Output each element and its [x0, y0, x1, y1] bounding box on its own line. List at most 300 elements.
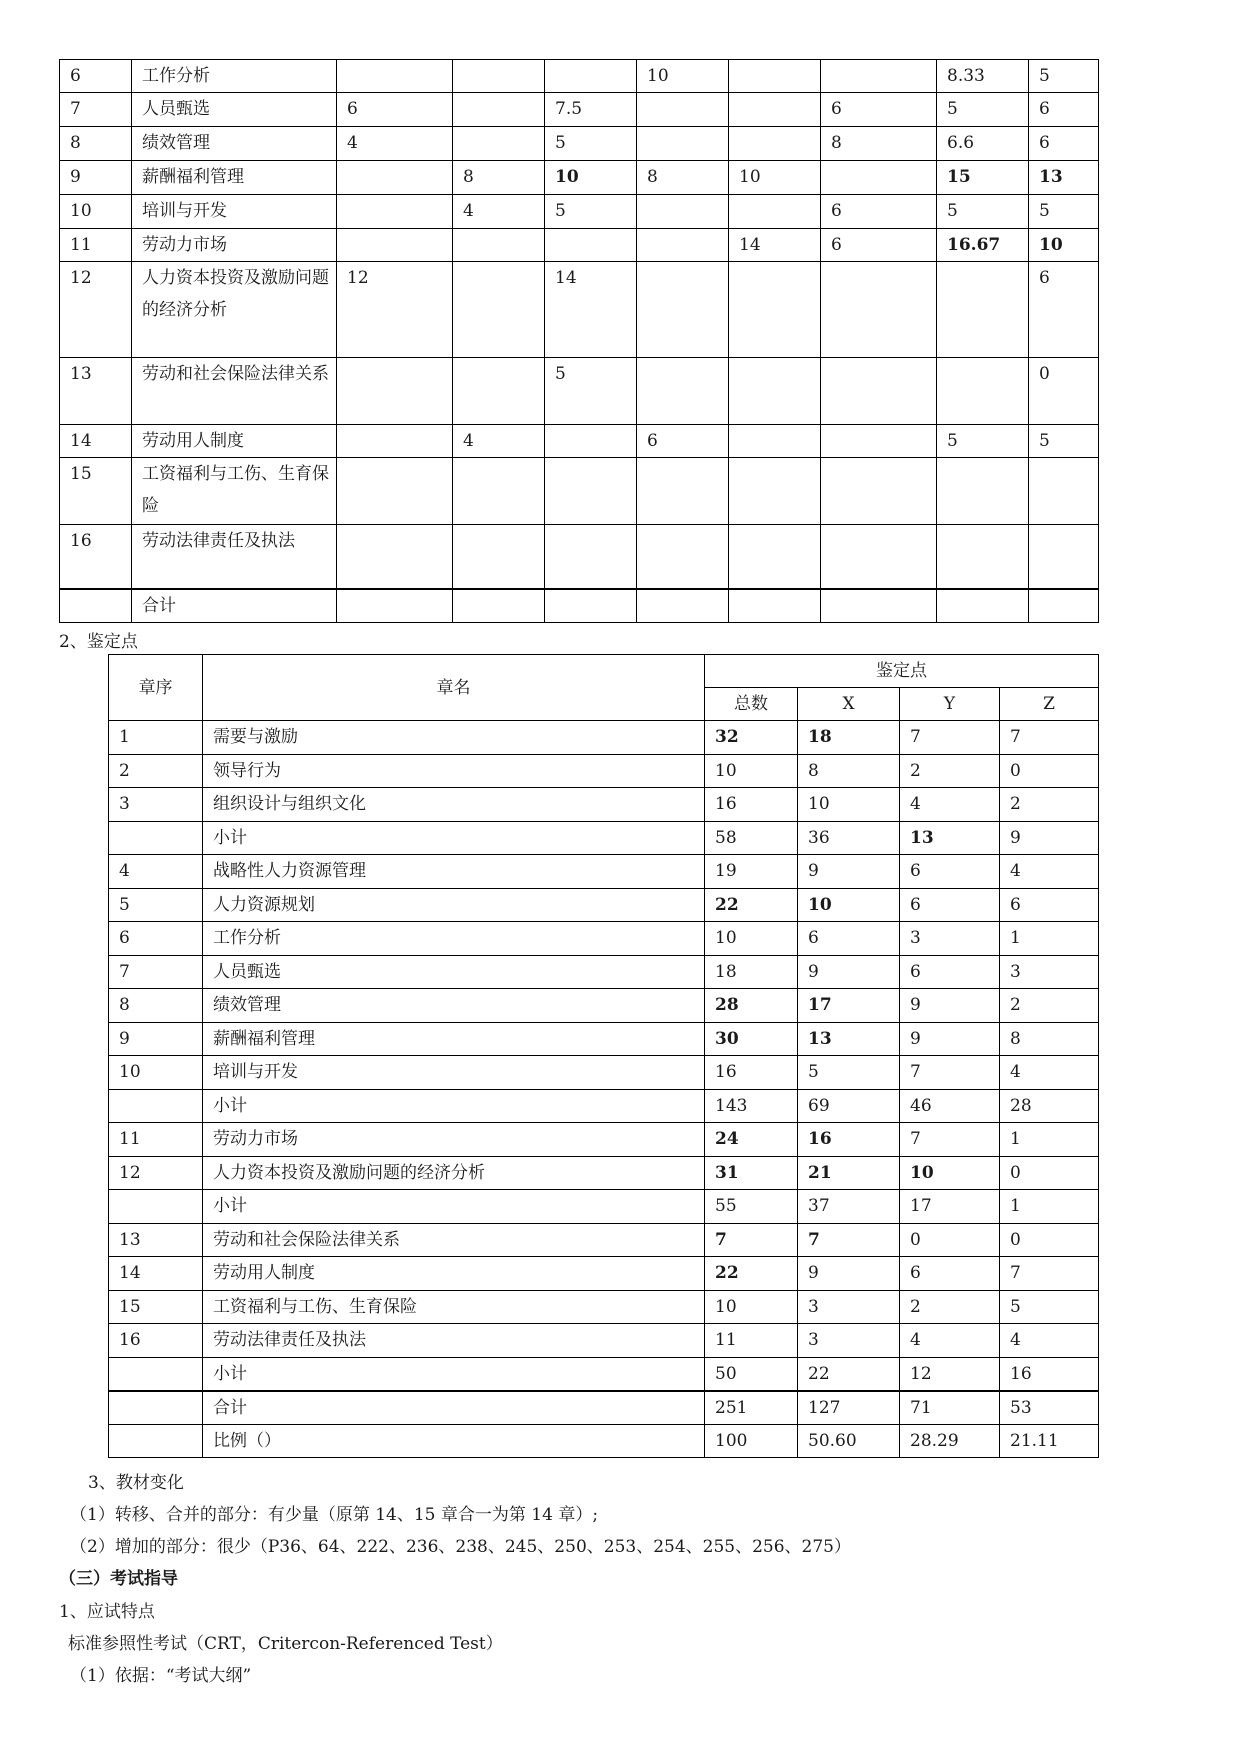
table-cell: 28 — [1000, 1089, 1099, 1123]
header-chapter-order: 章序 — [109, 655, 203, 721]
table-cell: 6 — [337, 93, 453, 127]
table-cell: 9 — [900, 1022, 1000, 1056]
appraisal-points-table — [108, 654, 1099, 1458]
table-cell: 2 — [109, 754, 203, 788]
table-cell: 71 — [900, 1391, 1000, 1425]
table-cell — [729, 358, 821, 425]
table-cell: 6 — [1029, 93, 1099, 127]
header-y: Y — [900, 688, 1000, 721]
table-cell: 10 — [705, 922, 798, 956]
table-row — [109, 1123, 1099, 1157]
table-cell — [637, 127, 729, 161]
table-row — [109, 888, 1099, 922]
table-cell: 36 — [798, 821, 900, 855]
table-cell — [937, 358, 1029, 425]
table-cell: 合计 — [132, 589, 337, 623]
table-cell — [729, 195, 821, 229]
table-cell: 53 — [1000, 1391, 1099, 1425]
exam-basis: （1）依据：“考试大纲” — [70, 1666, 252, 1686]
table-cell: 领导行为 — [203, 754, 705, 788]
table-cell: 16 — [1000, 1357, 1099, 1391]
table-row — [60, 229, 1099, 262]
table-cell: 人力资本投资及激励问题的经济分析 — [132, 262, 337, 358]
table-cell: 31 — [705, 1156, 798, 1190]
table-cell: 5 — [937, 93, 1029, 127]
table-cell: 9 — [109, 1022, 203, 1056]
table-cell: 16 — [798, 1123, 900, 1157]
table-cell — [337, 358, 453, 425]
table-cell — [453, 229, 545, 262]
table-row — [60, 93, 1099, 127]
table-cell: 22 — [705, 1257, 798, 1291]
table-cell: 13 — [109, 1223, 203, 1257]
table-cell: 18 — [798, 721, 900, 755]
table-cell: 24 — [705, 1123, 798, 1157]
table-cell — [729, 425, 821, 458]
table-cell: 100 — [705, 1424, 798, 1458]
table-cell — [109, 1357, 203, 1391]
table-cell: 工作分析 — [132, 60, 337, 93]
table-cell — [453, 525, 545, 589]
table-cell — [821, 358, 937, 425]
header-x: X — [798, 688, 900, 721]
table-cell: 绩效管理 — [132, 127, 337, 161]
table-cell: 小计 — [203, 1357, 705, 1391]
table-cell: 合计 — [203, 1391, 705, 1425]
table-cell: 工资福利与工伤、生育保险 — [203, 1290, 705, 1324]
table-cell — [337, 458, 453, 525]
table-cell: 2 — [900, 1290, 1000, 1324]
table-cell: 7 — [1000, 721, 1099, 755]
table-cell: 12 — [109, 1156, 203, 1190]
table-cell: 劳动和社会保险法律关系 — [132, 358, 337, 425]
table-cell: 50.60 — [798, 1424, 900, 1458]
table-cell: 14 — [109, 1257, 203, 1291]
table-cell: 69 — [798, 1089, 900, 1123]
header-appraisal-points: 鉴定点 — [705, 655, 1099, 688]
table-cell — [337, 589, 453, 623]
table-cell: 10 — [545, 161, 637, 195]
table-cell — [337, 229, 453, 262]
table-cell: 4 — [900, 1324, 1000, 1358]
header-total: 总数 — [705, 688, 798, 721]
table-row — [109, 721, 1099, 755]
table-cell: 人力资源规划 — [203, 888, 705, 922]
table-cell: 人员甄选 — [132, 93, 337, 127]
table-cell: 10 — [798, 788, 900, 822]
table-cell: 3 — [1000, 955, 1099, 989]
table-row — [109, 1257, 1099, 1291]
table-cell: 0 — [1029, 358, 1099, 425]
table-row — [60, 425, 1099, 458]
table-cell: 14 — [545, 262, 637, 358]
table-cell: 0 — [1000, 1156, 1099, 1190]
table-cell — [729, 525, 821, 589]
table-cell: 劳动用人制度 — [132, 425, 337, 458]
table-cell — [453, 60, 545, 93]
table-cell: 4 — [1000, 855, 1099, 889]
table-row — [60, 358, 1099, 425]
table-cell: 55 — [705, 1190, 798, 1224]
table-cell: 5 — [1029, 425, 1099, 458]
table-cell: 10 — [705, 1290, 798, 1324]
table-row — [109, 821, 1099, 855]
table-cell: 5 — [1029, 195, 1099, 229]
table-cell — [109, 1089, 203, 1123]
table-cell: 21.11 — [1000, 1424, 1099, 1458]
table-row — [109, 1190, 1099, 1224]
table-cell — [937, 262, 1029, 358]
table-cell: 绩效管理 — [203, 989, 705, 1023]
table-cell — [637, 93, 729, 127]
table-cell: 4 — [453, 425, 545, 458]
table-cell: 4 — [453, 195, 545, 229]
table-cell: 16 — [109, 1324, 203, 1358]
table-cell: 7 — [705, 1223, 798, 1257]
table-cell — [545, 525, 637, 589]
table-cell: 小计 — [203, 1190, 705, 1224]
table-cell — [729, 127, 821, 161]
table-cell — [60, 589, 132, 623]
table-cell: 22 — [705, 888, 798, 922]
table-cell: 5 — [545, 358, 637, 425]
table-cell — [545, 425, 637, 458]
table-row — [109, 788, 1099, 822]
table-cell: 6 — [900, 955, 1000, 989]
table-row — [109, 1156, 1099, 1190]
table-cell: 1 — [1000, 1123, 1099, 1157]
table-cell: 12 — [900, 1357, 1000, 1391]
table-row — [60, 60, 1099, 93]
table-row — [60, 589, 1099, 623]
table-cell: 7 — [60, 93, 132, 127]
table-cell: 9 — [798, 855, 900, 889]
table-cell: 11 — [109, 1123, 203, 1157]
table-cell: 16 — [60, 525, 132, 589]
textbook-change-item-2: （2）增加的部分：很少（P36、64、222、236、238、245、250、253、254、255、256、275） — [70, 1537, 851, 1557]
table-cell: 8 — [1000, 1022, 1099, 1056]
table-cell — [109, 1391, 203, 1425]
table-cell — [637, 358, 729, 425]
table-cell — [821, 589, 937, 623]
table-cell: 13 — [900, 821, 1000, 855]
table-cell — [453, 262, 545, 358]
table-cell — [337, 425, 453, 458]
table-cell: 工资福利与工伤、生育保险 — [132, 458, 337, 525]
table-cell: 28 — [705, 989, 798, 1023]
table-cell — [1029, 589, 1099, 623]
table-cell: 薪酬福利管理 — [132, 161, 337, 195]
table-cell — [453, 127, 545, 161]
table-cell — [821, 525, 937, 589]
table-cell: 5 — [798, 1056, 900, 1090]
table-cell: 15 — [109, 1290, 203, 1324]
table-cell: 9 — [1000, 821, 1099, 855]
table-cell: 14 — [729, 229, 821, 262]
table-cell: 15 — [60, 458, 132, 525]
table-row — [109, 1022, 1099, 1056]
table-cell: 2 — [1000, 989, 1099, 1023]
table-cell: 培训与开发 — [203, 1056, 705, 1090]
table-cell: 8 — [798, 754, 900, 788]
table-cell — [729, 60, 821, 93]
table-cell: 组织设计与组织文化 — [203, 788, 705, 822]
table-cell: 9 — [798, 955, 900, 989]
table-cell — [637, 525, 729, 589]
table-cell — [1029, 525, 1099, 589]
table-cell: 21 — [798, 1156, 900, 1190]
table-row — [109, 955, 1099, 989]
table-cell: 28.29 — [900, 1424, 1000, 1458]
table-cell — [821, 60, 937, 93]
table-cell: 58 — [705, 821, 798, 855]
table-row — [109, 1391, 1099, 1425]
table-cell: 7 — [900, 721, 1000, 755]
table-cell: 7 — [900, 1123, 1000, 1157]
table-cell: 16 — [705, 788, 798, 822]
table-cell: 比例（） — [203, 1424, 705, 1458]
table-cell: 8.33 — [937, 60, 1029, 93]
table-cell: 8 — [821, 127, 937, 161]
table-cell: 10 — [798, 888, 900, 922]
table-cell: 13 — [1029, 161, 1099, 195]
table-cell: 46 — [900, 1089, 1000, 1123]
table-cell: 10 — [705, 754, 798, 788]
table-cell: 3 — [798, 1324, 900, 1358]
table-cell — [337, 161, 453, 195]
table-cell — [545, 229, 637, 262]
table-cell: 6 — [798, 922, 900, 956]
table-cell — [937, 525, 1029, 589]
table-cell — [1029, 458, 1099, 525]
table-row — [109, 1424, 1099, 1458]
table-cell: 22 — [798, 1357, 900, 1391]
table-cell: 人力资本投资及激励问题的经济分析 — [203, 1156, 705, 1190]
table-row — [109, 922, 1099, 956]
table-cell — [453, 358, 545, 425]
table-cell: 5 — [109, 888, 203, 922]
table-cell: 5 — [545, 127, 637, 161]
header-chapter-name: 章名 — [203, 655, 705, 721]
table-cell: 4 — [1000, 1056, 1099, 1090]
table-cell: 小计 — [203, 1089, 705, 1123]
table-cell: 12 — [337, 262, 453, 358]
exam-guidance-title: （三）考试指导 — [59, 1569, 178, 1589]
table-cell — [637, 262, 729, 358]
table-cell: 5 — [937, 425, 1029, 458]
score-distribution-body — [60, 60, 1099, 623]
table-cell: 127 — [798, 1391, 900, 1425]
table-cell: 8 — [60, 127, 132, 161]
table-cell: 6 — [900, 1257, 1000, 1291]
table-cell: 6 — [109, 922, 203, 956]
table-cell: 1 — [1000, 1190, 1099, 1224]
table-cell — [453, 93, 545, 127]
table-cell — [821, 425, 937, 458]
table-cell — [337, 525, 453, 589]
table-cell: 战略性人力资源管理 — [203, 855, 705, 889]
table-cell: 6 — [821, 229, 937, 262]
table-row — [109, 1056, 1099, 1090]
table-row — [109, 1290, 1099, 1324]
table-cell: 4 — [1000, 1324, 1099, 1358]
table-cell: 17 — [900, 1190, 1000, 1224]
table-cell: 11 — [705, 1324, 798, 1358]
table-cell: 劳动法律责任及执法 — [132, 525, 337, 589]
table-cell — [729, 93, 821, 127]
table-cell: 10 — [637, 60, 729, 93]
table-cell: 培训与开发 — [132, 195, 337, 229]
table-cell: 6 — [821, 195, 937, 229]
textbook-change-item-1: （1）转移、合并的部分：有少量（原第 14、15 章合一为第 14 章）; — [70, 1505, 599, 1525]
table-cell: 小计 — [203, 821, 705, 855]
table-cell: 劳动用人制度 — [203, 1257, 705, 1291]
table-cell — [729, 589, 821, 623]
table-row — [109, 1324, 1099, 1358]
table-cell: 3 — [900, 922, 1000, 956]
table-cell: 劳动力市场 — [203, 1123, 705, 1157]
table-cell — [821, 458, 937, 525]
table-row — [109, 1223, 1099, 1257]
exam-features-heading: 1、应试特点 — [59, 1602, 155, 1622]
table-row — [109, 1089, 1099, 1123]
table-cell: 劳动和社会保险法律关系 — [203, 1223, 705, 1257]
table-row — [60, 458, 1099, 525]
table-cell: 10 — [900, 1156, 1000, 1190]
table-cell — [637, 458, 729, 525]
table-cell: 10 — [729, 161, 821, 195]
table-cell: 6.6 — [937, 127, 1029, 161]
table-cell: 6 — [1029, 127, 1099, 161]
table-cell: 7 — [1000, 1257, 1099, 1291]
table-cell — [109, 1190, 203, 1224]
table-row — [109, 754, 1099, 788]
table-cell — [545, 60, 637, 93]
table-cell — [821, 262, 937, 358]
table-cell — [337, 195, 453, 229]
table-cell: 10 — [1029, 229, 1099, 262]
table-cell: 6 — [1029, 262, 1099, 358]
table-cell — [337, 60, 453, 93]
table-cell: 18 — [705, 955, 798, 989]
table-row — [60, 127, 1099, 161]
table-cell: 7 — [900, 1056, 1000, 1090]
table-row — [60, 262, 1099, 358]
table-cell: 13 — [60, 358, 132, 425]
table-cell: 143 — [705, 1089, 798, 1123]
table-row — [109, 855, 1099, 889]
table-cell — [637, 195, 729, 229]
table-cell: 7.5 — [545, 93, 637, 127]
table-cell: 11 — [60, 229, 132, 262]
table-cell: 劳动力市场 — [132, 229, 337, 262]
table-cell: 5 — [937, 195, 1029, 229]
table-cell: 14 — [60, 425, 132, 458]
table-cell: 0 — [900, 1223, 1000, 1257]
table-cell: 1 — [109, 721, 203, 755]
table-cell: 12 — [60, 262, 132, 358]
appraisal-points-body — [109, 721, 1099, 1458]
table-cell: 6 — [900, 855, 1000, 889]
table-cell: 3 — [109, 788, 203, 822]
table-cell: 8 — [109, 989, 203, 1023]
table-cell: 0 — [1000, 754, 1099, 788]
table-cell: 7 — [109, 955, 203, 989]
table-cell: 10 — [109, 1056, 203, 1090]
table-cell: 薪酬福利管理 — [203, 1022, 705, 1056]
table-cell — [821, 161, 937, 195]
table-cell: 8 — [637, 161, 729, 195]
table-cell — [729, 262, 821, 358]
table-cell: 6 — [900, 888, 1000, 922]
table-cell: 0 — [1000, 1223, 1099, 1257]
header-z: Z — [1000, 688, 1099, 721]
table-cell: 需要与激励 — [203, 721, 705, 755]
table-row — [60, 195, 1099, 229]
table-cell: 3 — [798, 1290, 900, 1324]
table-cell: 13 — [798, 1022, 900, 1056]
table-cell — [109, 821, 203, 855]
table-cell — [637, 229, 729, 262]
table-cell — [937, 458, 1029, 525]
table-cell: 16.67 — [937, 229, 1029, 262]
table-cell: 19 — [705, 855, 798, 889]
table-cell — [453, 589, 545, 623]
table-row — [109, 1357, 1099, 1391]
section-textbook-changes-title: 3、教材变化 — [88, 1473, 184, 1493]
table-cell: 30 — [705, 1022, 798, 1056]
table-cell: 6 — [821, 93, 937, 127]
table-cell: 9 — [798, 1257, 900, 1291]
table-cell — [937, 589, 1029, 623]
score-distribution-table — [59, 59, 1099, 623]
table-cell: 2 — [900, 754, 1000, 788]
table-cell: 10 — [60, 195, 132, 229]
table-cell: 9 — [60, 161, 132, 195]
table-cell: 37 — [798, 1190, 900, 1224]
table-cell: 32 — [705, 721, 798, 755]
table-cell: 1 — [1000, 922, 1099, 956]
table-row — [60, 161, 1099, 195]
table-cell: 7 — [798, 1223, 900, 1257]
table-cell: 251 — [705, 1391, 798, 1425]
table-cell: 16 — [705, 1056, 798, 1090]
table-row — [109, 989, 1099, 1023]
table-cell — [545, 589, 637, 623]
table-cell — [545, 458, 637, 525]
table-cell: 6 — [60, 60, 132, 93]
table-cell: 5 — [1000, 1290, 1099, 1324]
table-cell: 8 — [453, 161, 545, 195]
table-cell: 工作分析 — [203, 922, 705, 956]
table-cell: 5 — [1029, 60, 1099, 93]
table-cell — [109, 1424, 203, 1458]
table-cell: 人员甄选 — [203, 955, 705, 989]
table-cell: 4 — [337, 127, 453, 161]
table-cell: 4 — [109, 855, 203, 889]
table-cell: 6 — [1000, 888, 1099, 922]
table-row — [60, 525, 1099, 589]
table-cell: 5 — [545, 195, 637, 229]
table-cell: 15 — [937, 161, 1029, 195]
table-cell: 17 — [798, 989, 900, 1023]
table-cell: 6 — [637, 425, 729, 458]
table-cell — [453, 458, 545, 525]
table-cell: 50 — [705, 1357, 798, 1391]
table-cell: 4 — [900, 788, 1000, 822]
table-cell: 劳动法律责任及执法 — [203, 1324, 705, 1358]
table-cell: 9 — [900, 989, 1000, 1023]
